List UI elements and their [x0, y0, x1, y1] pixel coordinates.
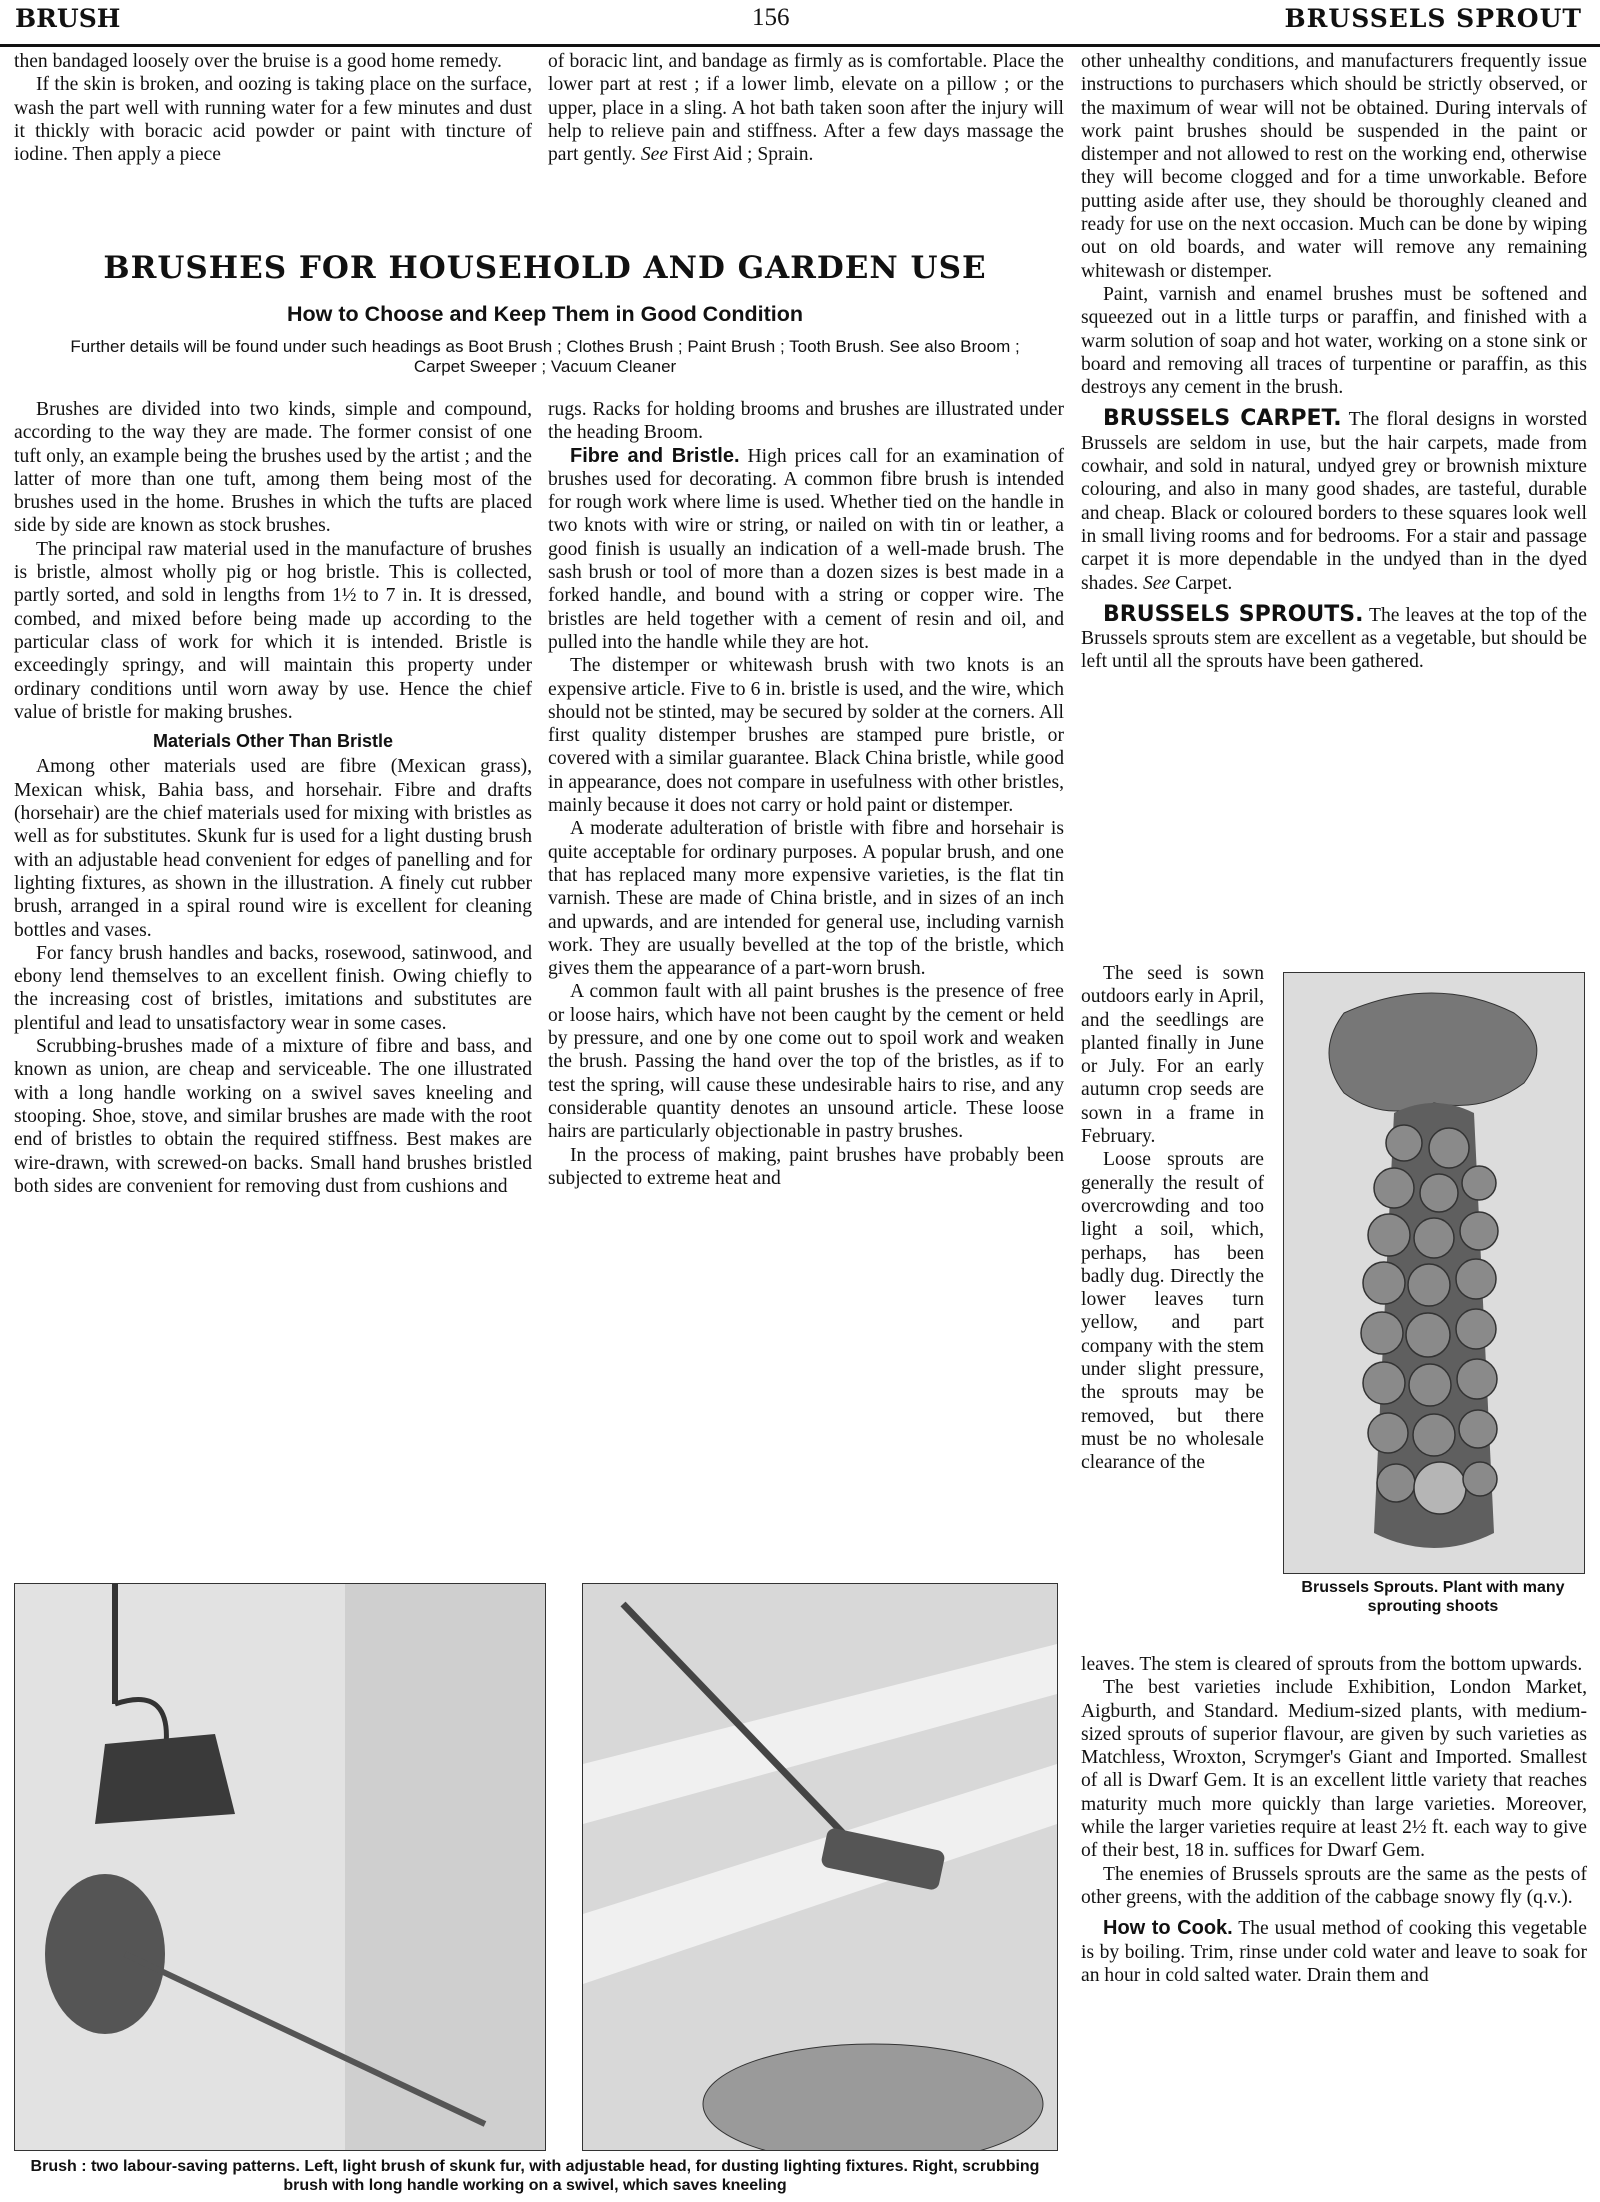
brussels-sprouts-photo: [1283, 972, 1585, 1574]
paragraph: The seed is sown outdoors early in April, and the seedlings are planted finally in June or July. For an early autumn crop seeds are sown in a frame in February.: [1081, 963, 1264, 1148]
paragraph: The best varieties include Exhibition, London Market, Aigburth, and Standard. Medium-sized plants, with medium-sized sprouts of superior flavour, are given by such varieties as Matchless, Wroxton, Scrymger's Giant and Imported. Smallest of all is Dwarf Gem. It is an excellent little variety that reaches maturity much more quickly than large varieties. Moreover, while the larger varieties require at least 2½ ft. each way to give of their best, 18 in. suffices for Dwarf Gem.: [1081, 1677, 1587, 1862]
paragraph: A moderate adulteration of bristle with fibre and horsehair is quite acceptable for ordinary purposes. A popular brush, and one that has replaced many more expensive varieties, is the flat tin varnish. These are made of China bristle, and in sizes of an inch and upwards, and are intended for general use, including varnish work. They are usually bevelled at the top of the bristle, which gives them the appearance of a part-worn brush.: [548, 818, 1064, 980]
paragraph: How to Cook. The usual method of cooking this vegetable is by boiling. Trim, rinse under cold water and leave to soak for an hour in cold salted water. Drain them and: [1081, 1917, 1588, 1986]
top-column-1: [14, 50, 532, 166]
bottom-photo-caption: Brush : two labour-saving patterns. Left, light brush of skunk fur, with adjustable head, for dusting lighting fixtures. Right, scrubbing brush with long handle working on a swivel, which saves kneeling: [30, 2158, 1040, 2194]
page-number: 156: [752, 4, 790, 31]
paragraph: Loose sprouts are generally the result of overcrowding and too light a soil, which, perhaps, has been badly dug. Directly the lower leaves turn yellow, and part company with the stem under slight pressure, the sprouts may be removed, but there must be no wholesale clearance of the: [1081, 1149, 1264, 1474]
sprout-stalk-illustration: [1284, 973, 1584, 1573]
article-subtitle: How to Choose and Keep Them in Good Condition: [287, 302, 803, 326]
paragraph: rugs. Racks for holding brooms and brushes are illustrated under the heading Broom.: [548, 399, 1064, 444]
column-2: [548, 398, 1064, 1190]
skunk-fur-brush-photo: [14, 1583, 546, 2151]
paragraph: The principal raw material used in the manufacture of brushes is bristle, almost wholly pig or hog bristle. This is collected, partly sorted, and sold in lengths from 1½ to 7 in. It is dressed, combed, and mixed before being made up according to the particular class of work for which it is intended. Bristle is exceedingly springy, and will maintain this property under ordinary conditions until worn away by use. Hence the chief value of bristle for making brushes.: [14, 538, 532, 723]
paragraph: Paint, varnish and enamel brushes must be softened and squeezed out in a little turps or paraffin, and finished with a warm solution of soap and hot water, working on a stone sink or board and removing all traces of turpentine or paraffin, as this destroys any cement in the brush.: [1081, 283, 1587, 399]
sprout-photo-caption: Brussels Sprouts. Plant with many sprouting shoots: [1301, 1579, 1565, 1615]
paragraph: Brushes are divided into two kinds, simple and compound, according to the way they are made. The former consist of one tuft only, an example being the brushes used by the artist ; and the latter of more than one tuft, among them being most of the brushes used in the home. Brushes in which the tufts are placed side by side are known as stock brushes.: [14, 399, 532, 537]
sprouts-entry: BRUSSELS SPROUTS. The leaves at the top of the Brussels sprouts stem are excellent as a vegetable, but should be left until all the sprouts have been gathered.: [1081, 601, 1587, 673]
header-left: BRUSH: [15, 4, 121, 33]
header-right: BRUSSELS SPROUT: [1284, 4, 1582, 33]
carpet-entry: BRUSSELS CARPET. The floral designs in worsted Brussels are seldom in use, but the hair carpets, made from cowhair, and sold in natural, undyed grey or brownish mixture colouring, and also in many good shades, are tasteful, durable and cheap. Black or coloured borders to these squares look well in small living rooms and for bedrooms. For a stair and passage carpet it is more dependable in the undyed than in the dyed shades. See Carpet.: [1081, 406, 1587, 594]
paragraph: A common fault with all paint brushes is the presence of free or loose hairs, which have not been caught by the cement or held by pressure, and one by one come out to spoil work and weaken the brush. Passing the hand over the top of the bristles, as if to test the spring, will cause these undesirable hairs to rise, and any considerable quantity denotes an unsound article. These loose hairs are particularly objectionable in pastry brushes.: [548, 981, 1064, 1143]
column-3: [1081, 50, 1587, 674]
column-3-narrow: [1081, 962, 1264, 1475]
page-header: [0, 0, 1600, 47]
paragraph: The enemies of Brussels sprouts are the same as the pests of other greens, with the addition of the cabbage snowy fly (q.v.).: [1081, 1863, 1587, 1908]
paragraph: Fibre and Bristle. High prices call for an examination of brushes used for decorating. A common fibre brush is intended for rough work where lime is used. Whether tied on the handle in two knots with wire or string, or nailed on with tin or leather, a good finish is usually an indication of a well-made brush. The sash brush or tool of more than a dozen sizes is best made in a forked handle, and bound with a string or copper wire. The bristles are held together with a cement of resin and oil, and pulled into the handle while they are hot.: [548, 444, 1064, 653]
cross-references: Further details will be found under such headings as Boot Brush ; Clothes Brush ; Paint Brush ; Tooth Brush. See also Broom ; Carpet Sweeper ; Vacuum Cleaner: [70, 337, 1020, 376]
paragraph: then bandaged loosely over the bruise is a good home remedy.: [14, 51, 502, 72]
column-1: [14, 398, 532, 1198]
top-column-2: [548, 50, 1064, 166]
paragraph: For fancy brush handles and backs, rosewood, satinwood, and ebony lend themselves to an excellent finish. Owing chiefly to the increasing cost of bristles, imitations and substitutes are plentiful and lead to unsatisfactory wear in some cases.: [14, 942, 532, 1034]
column-3-lower: [1081, 1653, 1587, 1987]
paragraph: leaves. The stem is cleared of sprouts from the bottom upwards.: [1081, 1654, 1583, 1675]
section-heading: Materials Other Than Bristle: [152, 731, 394, 752]
scrubbing-brush-photo: [582, 1583, 1058, 2151]
scrubbing-brush-illustration: [583, 1584, 1057, 2150]
paragraph: other unhealthy conditions, and manufacturers frequently issue instructions to purchasers which should be strictly observed, or the maximum of wear will not be obtained. During intervals of work paint brushes should be suspended in the paint or distemper and not allowed to rest on the working end, otherwise they will become clogged and for a time unworkable. Before putting aside after use, they should be thoroughly cleaned and ready for use on the next occasion. Much can be done by wiping out on old boards, and water will remove any remaining whitewash or distemper.: [1081, 51, 1587, 282]
paragraph: Among other materials used are fibre (Mexican grass), Mexican whisk, Bahia bass, and horsehair. Fibre and drafts (horsehair) are the chief materials used for mixing with bristles as well as for substitutes. Skunk fur is used for a light dusting brush with an adjustable head convenient for edges of panelling and for lighting fixtures, as shown in the illustration. A finely cut rubber brush, arranged in a spiral round wire is excellent for cleaning bottles and vases.: [14, 756, 532, 941]
paragraph: If the skin is broken, and oozing is taking place on the surface, wash the part well with running water for a few minutes and dust it thickly with boracic acid powder or paint with tincture of iodine. Then apply a piece: [14, 74, 532, 166]
paragraph: of boracic lint, and bandage as firmly as is comfortable. Place the lower part at rest ; if a lower limb, elevate on a pillow ; or the upper, place in a sling. A hot bath taken soon after the injury will help to relieve pain and stiffness. After a few days massage the part gently. See First Aid ; Sprain.: [548, 51, 1064, 166]
paragraph: The distemper or whitewash brush with two knots is an expensive article. Five to 6 in. bristle is used, and the wire, which should not be stinted, may be secured by solder at the corners. All first quality distemper brushes are stamped pure bristle, or covered with a similar guarantee. Black China bristle, while good in appearance, does not compare in usefulness with other bristles, mainly because it does not carry or hold paint or distemper.: [548, 655, 1064, 817]
paragraph: Scrubbing-brushes made of a mixture of fibre and bass, and known as union, are cheap and serviceable. The one illustrated with a long handle working on a swivel saves kneeling and stooping. Shoe, stove, and similar brushes are made with the root end of bristles to obtain the required stiffness. Best makes are wire-drawn, with screwed-on backs. Small hand brushes bristled both sides are convenient for removing dust from cushions and: [14, 1036, 532, 1197]
paragraph: In the process of making, paint brushes have probably been subjected to extreme heat and: [548, 1144, 1064, 1189]
article-title: BRUSHES FOR HOUSEHOLD AND GARDEN USE: [103, 250, 987, 286]
skunk-fur-brush-illustration: [15, 1584, 545, 2150]
